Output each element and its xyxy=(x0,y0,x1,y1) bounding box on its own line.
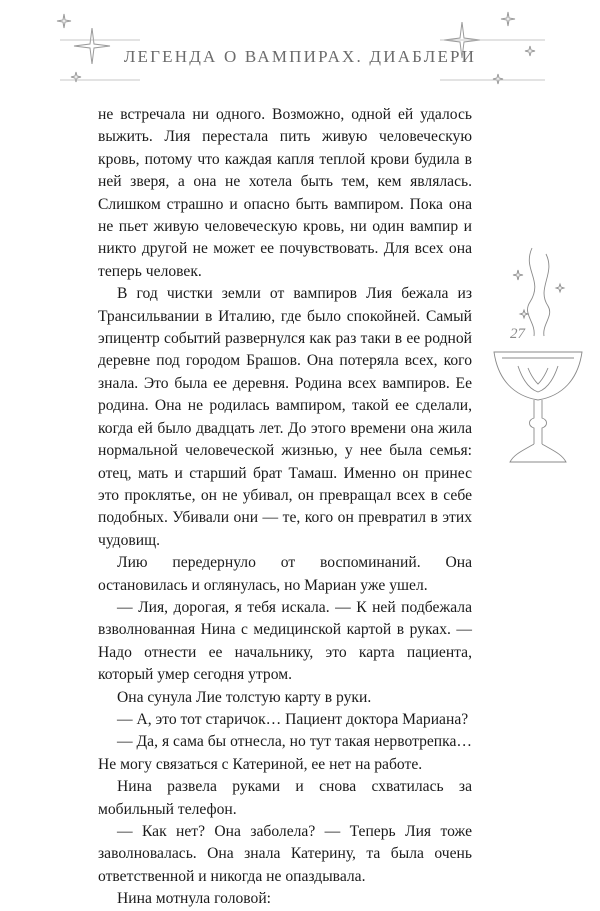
page-header xyxy=(0,0,600,100)
running-head-title: ЛЕГЕНДА О ВАМПИРАХ. ДИАБЛЕРИ xyxy=(123,47,477,66)
body-text xyxy=(98,104,472,911)
paragraph: — Лия, дорогая, я тебя искала. — К ней подбежала взволнованная Нина с медицинской картой в руках. — Надо отнести ее начальнику, это карта пациента, который умер сегодня утром. xyxy=(98,598,472,684)
goblet-icon xyxy=(488,240,588,470)
paragraph: Она сунула Лие толстую карту в руки. xyxy=(117,688,372,706)
paragraph: — Да, я сама бы отнесла, но тут такая нервотрепка… Не могу связаться с Катериной, ее нет на работе. xyxy=(98,733,472,773)
paragraph: — А, это тот старичок… Пациент доктора Мариана? xyxy=(117,710,469,728)
paragraph: В год чистки земли от вампиров Лия бежала из Трансильвании в Италию, где было спокойней. Самый эпицентр событий развернулся как раз таки в ее родной деревне под городом Брашов. Она потеряла всех, кого знала. Это была ее деревня. Родина всех вампиров. Ее родина. Она не родилась вампиром, такой ее сделали, когда ей было двадцать лет. До этого времени она жила нормальной человеческой жизнью, у нее была семья: отец, мать и старший брат Тамаш. Именно он принес это проклятье, он не убивал, он превращал всех в себе подобных. Убивали они — те, кого он превратил в этих чудовищ. xyxy=(98,285,472,549)
paragraph: Нина мотнула головой: xyxy=(117,890,272,908)
page-number: 27 xyxy=(510,326,525,342)
paragraph: не встречала ни одного. Возможно, одной ей удалось выжить. Лия перестала пить живую человеческую кровь, потому что каждая капля теплой крови будила в ней зверя, а она не хотела быть тем, кем являлась. Слишком страшно и опасно быть вампиром. Пока она не пьет живую человеческую кровь, ни один вампир и никто другой не может ее почувствовать. Для всех она теперь человек. xyxy=(98,106,472,280)
paragraph: Нина развела руками и снова схватилась за мобильный телефон. xyxy=(98,778,472,818)
paragraph: Лию передернуло от воспоминаний. Она остановилась и оглянулась, но Мариан уже ушел. xyxy=(98,554,472,594)
paragraph: — Как нет? Она заболела? — Теперь Лия тоже заволновалась. Она знала Катерину, та была очень ответственной и никогда не опаздывала. xyxy=(98,823,472,885)
